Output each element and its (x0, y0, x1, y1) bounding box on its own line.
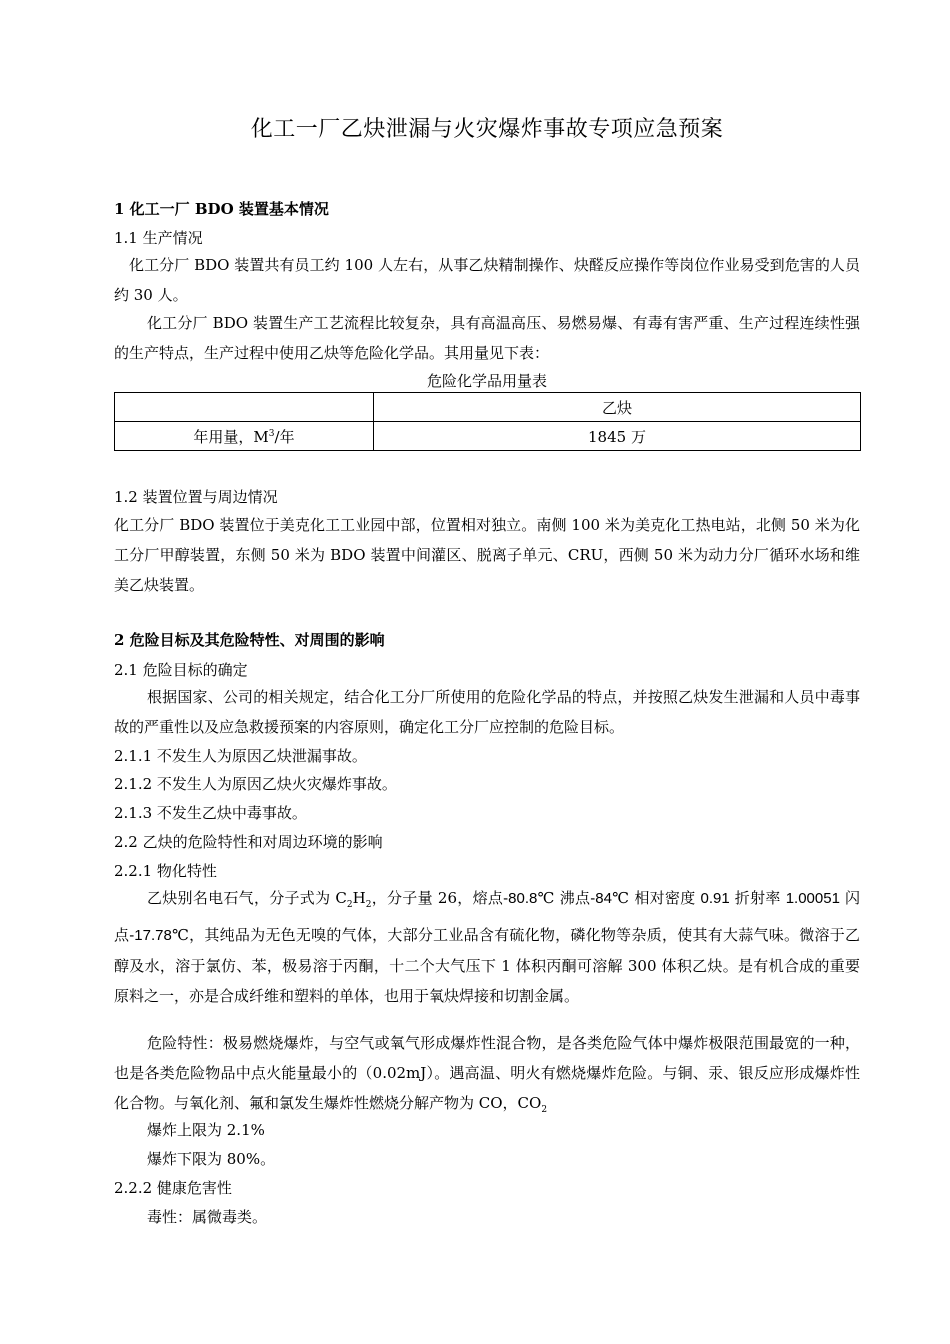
table-row-label: 年用量，$M^3/$年 (115, 422, 374, 451)
table-header-cell: 乙炔 (374, 393, 861, 422)
section-2-2-2-heading: 2.2.2 健康危害性 (114, 1179, 232, 1197)
section-1-2-heading: 1.2 装置位置与周边情况 (114, 488, 278, 506)
paragraph-targets: 根据国家、公司的相关规定，结合化工分厂所使用的危险化学品的特点，并按照乙炔发生泄漏和人员中毒事故的严重性以及应急救援预案的内容原则，确定化工分厂应控制的危险目标。 (114, 688, 860, 736)
table-row (115, 422, 861, 451)
table-header-row (115, 393, 861, 422)
target-item-2: 2.1.2 不发生人为原因乙炔火灾爆炸事故。 (114, 775, 397, 793)
section-2-1-heading: 2.1 危险目标的确定 (114, 661, 248, 679)
explosion-lower-limit: 爆炸下限为 80%。 (147, 1150, 276, 1168)
paragraph-process: 化工分厂 BDO 装置生产工艺流程比较复杂，具有高温高压、易燃易爆、有毒有害严重、生产过程连续性强的生产特点，生产过程中使用乙炔等危险化学品。其用量见下表： (114, 314, 860, 362)
explosion-upper-limit: 爆炸上限为 2.1% (147, 1121, 265, 1139)
table-header-cell (115, 393, 374, 422)
section-1-1-heading: 1.1 生产情况 (114, 229, 203, 247)
toxicity-line: 毒性：属微毒类。 (147, 1208, 268, 1226)
document-title: 化工一厂乙炔泄漏与火灾爆炸事故专项应急预案 (250, 117, 724, 142)
section-1-heading: 1 化工一厂 BDO 装置基本情况 (114, 200, 329, 218)
chemical-usage-table (114, 392, 861, 451)
section-2-2-1-heading: 2.2.1 物化特性 (114, 862, 217, 880)
target-item-3: 2.1.3 不发生乙炔中毒事故。 (114, 804, 307, 822)
paragraph-hazard: 危险特性：极易燃烧爆炸，与空气或氧气形成爆炸性混合物，是各类危险气体中爆炸极限范围最宽的一种，也是各类危险物品中点火能量最小的（0.02mJ）。遇高温、明火有燃烧爆炸危险。与铜、汞、银反应形成爆炸性化合物。与氧化剂、氟和氯发生爆炸性燃烧分解产物为 CO，$CO_2$ (114, 1034, 860, 1115)
section-2-2-heading: 2.2 乙炔的危险特性和对周边环境的影响 (114, 833, 383, 851)
section-2-heading: 2 危险目标及其危险特性、对周围的影响 (114, 631, 385, 649)
table-caption: 危险化学品用量表 (426, 372, 547, 390)
table-row-value: 1845 万 (374, 422, 861, 451)
target-item-1: 2.1.1 不发生人为原因乙炔泄漏事故。 (114, 747, 367, 765)
paragraph-physical-properties: 乙炔别名电石气，分子式为 $C_2H_2$，分子量 26，熔点-80.8℃ 沸点-84℃ 相对密度 0.91 折射率 1.00051 闪点-17.78℃，其纯品为无色无嗅的气体，大部分工业品含有硫化物，磷化物等杂质，使其有大蒜气味。微溶于乙醇及水，溶于氯仿、苯，极易溶于丙酮，十二个大气压下 1 体积丙酮可溶解 300 体积乙炔。是有机合成的重要原料之一，亦是合成纤维和塑料的单体，也用于氧炔焊接和切割金属。 (114, 889, 860, 1005)
paragraph-staffing: 化工分厂 BDO 装置共有员工约 100 人左右，从事乙炔精制操作、炔醛反应操作等岗位作业易受到危害的人员约 30 人。 (114, 256, 860, 304)
paragraph-location: 化工分厂 BDO 装置位于美克化工工业园中部，位置相对独立。南侧 100 米为美克化工热电站，北侧 50 米为化工分厂甲醇装置，东侧 50 米为 BDO 装置中间灌区、脱离子单元、CRU，西侧 50 米为动力分厂循环水场和维美乙炔装置。 (114, 516, 860, 594)
